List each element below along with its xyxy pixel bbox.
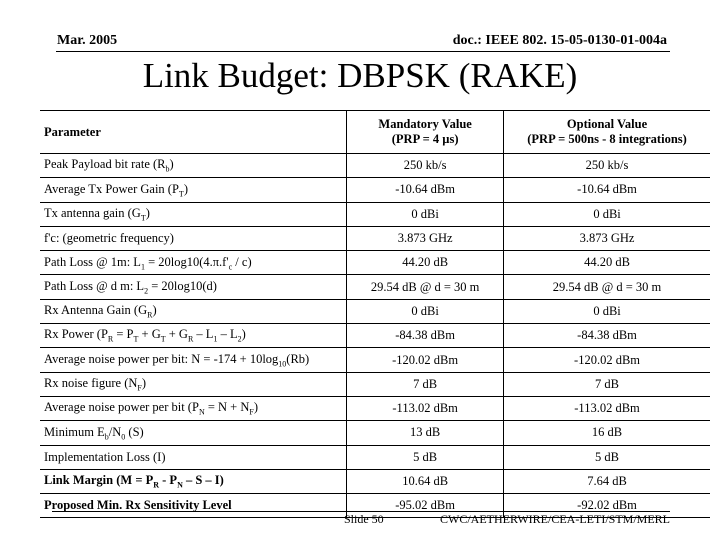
parameter-subscript: F: [249, 407, 254, 417]
parameter-text: Average noise power per bit (P: [44, 400, 199, 415]
optional-value-cell: 7 dB: [504, 372, 710, 396]
parameter-text: ): [145, 205, 150, 220]
parameter-text: f'c: (geometric frequency): [44, 231, 174, 246]
parameter-text: ): [241, 327, 246, 342]
mandatory-value-cell: 10.64 dB: [347, 469, 504, 493]
mandatory-value-cell: 0 dBi: [347, 299, 504, 323]
parameter-cell: [40, 445, 347, 469]
parameter-subscript: 1: [140, 262, 145, 272]
parameter-text: Implementation Loss (I): [44, 449, 166, 464]
parameter-cell: [40, 251, 347, 275]
mandatory-header-line2: (PRP = 4 µs): [391, 132, 459, 146]
parameter-text: ): [253, 400, 258, 415]
parameter-cell: [40, 372, 347, 396]
optional-value-cell: -92.02 dBm: [504, 494, 710, 518]
mandatory-value-cell: 5 dB: [347, 445, 504, 469]
optional-value-cell: -84.38 dBm: [504, 324, 710, 348]
parameter-text: + G: [165, 327, 188, 342]
mandatory-value-cell: -113.02 dBm: [347, 396, 504, 420]
mandatory-value-cell: 0 dBi: [347, 202, 504, 226]
parameter-subscript: b: [165, 164, 170, 174]
optional-value-cell: 29.54 dB @ d = 30 m: [504, 275, 710, 299]
parameter-subscript: T: [160, 334, 166, 344]
parameter-cell: [40, 396, 347, 420]
optional-value-cell: 250 kb/s: [504, 154, 710, 178]
link-budget-table: [40, 110, 710, 518]
parameter-cell: [40, 154, 347, 178]
table-row: [40, 348, 710, 372]
header-date: Mar. 2005: [57, 33, 118, 48]
parameter-text: Average noise power per bit: N = -174 + 10log: [44, 351, 279, 366]
parameter-subscript: T: [140, 213, 146, 223]
parameter-text: Peak Payload bit rate (R: [44, 157, 166, 172]
parameter-text: Rx Antenna Gain (G: [44, 303, 148, 318]
optional-header-line1: Optional Value: [566, 117, 648, 131]
parameter-text: – L: [217, 327, 238, 342]
parameter-text: Path Loss @ 1m: L: [44, 254, 141, 269]
parameter-text: = N + N: [204, 400, 250, 415]
mandatory-value-cell: -95.02 dBm: [347, 494, 504, 518]
parameter-cell: [40, 324, 347, 348]
table-row: [40, 299, 710, 323]
parameter-text: + G: [138, 327, 161, 342]
parameter-cell: [40, 299, 347, 323]
optional-value-cell: 7.64 dB: [504, 469, 710, 493]
slide-number: Slide 50: [344, 512, 384, 526]
footer-organizations: CWC/AETHERWIRE/CEA-LETI/STM/MERL: [440, 512, 670, 526]
parameter-text: Path Loss @ d m: L: [44, 278, 145, 293]
parameter-text: - P: [159, 473, 178, 488]
mandatory-value-cell: 29.54 dB @ d = 30 m: [347, 275, 504, 299]
parameter-text: ): [169, 157, 174, 172]
table-row: [40, 154, 710, 178]
optional-header-line2: (PRP = 500ns - 8 integrations): [527, 132, 687, 146]
parameter-subscript: 1: [213, 334, 218, 344]
parameter-subscript: 10: [278, 359, 287, 369]
parameter-subscript: R: [107, 334, 114, 344]
optional-value-cell: 44.20 dB: [504, 251, 710, 275]
parameter-text: = 20log10(d): [148, 278, 217, 293]
parameter-text: (Rb): [286, 351, 310, 366]
parameter-cell: [40, 469, 347, 493]
parameter-text: Average Tx Power Gain (P: [44, 181, 179, 196]
column-header-optional: [504, 111, 710, 154]
optional-value-cell: 16 dB: [504, 421, 710, 445]
parameter-text: /N: [108, 424, 122, 439]
parameter-cell: [40, 494, 347, 518]
parameter-text: / c): [232, 254, 252, 269]
parameter-text: = P: [113, 327, 134, 342]
table-header-row: [40, 111, 710, 154]
mandatory-value-cell: 13 dB: [347, 421, 504, 445]
mandatory-value-cell: 7 dB: [347, 372, 504, 396]
mandatory-value-cell: -84.38 dBm: [347, 324, 504, 348]
optional-value-cell: -113.02 dBm: [504, 396, 710, 420]
parameter-subscript: T: [133, 334, 139, 344]
optional-value-cell: 0 dBi: [504, 299, 710, 323]
parameter-cell: [40, 226, 347, 250]
parameter-text: ): [141, 376, 147, 391]
table-row: [40, 324, 710, 348]
parameter-text: (S): [125, 424, 144, 439]
parameter-subscript: 2: [144, 286, 149, 296]
parameter-cell: [40, 275, 347, 299]
optional-value-cell: 3.873 GHz: [504, 226, 710, 250]
table-row: [40, 372, 710, 396]
parameter-cell: [40, 348, 347, 372]
parameter-subscript: 0: [121, 432, 126, 442]
parameter-text: ): [152, 303, 157, 318]
parameter-cell: [40, 202, 347, 226]
slide-title: Link Budget: DBPSK (RAKE): [142, 56, 578, 95]
table-row: [40, 226, 710, 250]
optional-value-cell: -10.64 dBm: [504, 178, 710, 202]
parameter-subscript: R: [187, 334, 194, 344]
parameter-subscript: T: [178, 189, 184, 199]
optional-value-cell: 0 dBi: [504, 202, 710, 226]
table-row: [40, 445, 710, 469]
parameter-text: Minimum E: [44, 424, 105, 439]
optional-value-cell: -120.02 dBm: [504, 348, 710, 372]
parameter-subscript: R: [153, 480, 159, 490]
parameter-subscript: N: [177, 480, 183, 490]
parameter-cell: [40, 178, 347, 202]
optional-value-cell: 5 dB: [504, 445, 710, 469]
table-row: [40, 275, 710, 299]
parameter-text: Proposed Min. Rx Sensitivity Level: [44, 498, 232, 513]
parameter-text: – S – I): [182, 473, 224, 488]
table-row: [40, 202, 710, 226]
table-row: [40, 469, 710, 493]
mandatory-value-cell: 250 kb/s: [347, 154, 504, 178]
column-header-mandatory: [347, 111, 504, 154]
column-header-parameter: Parameter: [44, 124, 101, 139]
parameter-subscript: 2: [237, 334, 242, 344]
mandatory-value-cell: -120.02 dBm: [347, 348, 504, 372]
header-divider: [56, 51, 670, 52]
mandatory-header-line1: Mandatory Value: [378, 117, 472, 131]
table-row: [40, 251, 710, 275]
parameter-text: ): [183, 181, 188, 196]
parameter-text: Link Margin (M = P: [44, 473, 154, 488]
parameter-text: – L: [193, 327, 214, 342]
parameter-subscript: b: [104, 432, 109, 442]
table-row: [40, 178, 710, 202]
parameter-text: = 20log10(4.π.f': [144, 254, 229, 269]
mandatory-value-cell: -10.64 dBm: [347, 178, 504, 202]
parameter-subscript: F: [137, 383, 142, 393]
parameter-cell: [40, 421, 347, 445]
parameter-subscript: N: [198, 407, 205, 417]
parameter-subscript: c: [228, 262, 233, 272]
mandatory-value-cell: 44.20 dB: [347, 251, 504, 275]
table-row: [40, 421, 710, 445]
parameter-text: Rx Power (P: [44, 327, 108, 342]
parameter-text: Tx antenna gain (G: [44, 205, 141, 220]
parameter-text: Rx noise figure (N: [44, 376, 138, 391]
header-doc-id: doc.: IEEE 802. 15-05-0130-01-004a: [452, 33, 667, 48]
parameter-subscript: R: [147, 310, 153, 320]
table-row: [40, 396, 710, 420]
mandatory-value-cell: 3.873 GHz: [347, 226, 504, 250]
